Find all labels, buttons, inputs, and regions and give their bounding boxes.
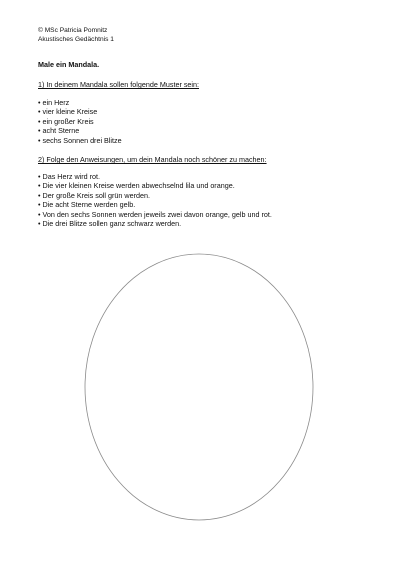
list-item: • ein Herz xyxy=(38,98,70,107)
list-item: • vier kleine Kreise xyxy=(38,107,98,117)
worksheet-subtitle: Akustisches Gedächtnis 1 xyxy=(38,35,114,43)
list-item: • Die vier kleinen Kreise werden abwechselnd lila und orange. xyxy=(38,181,235,191)
copyright-line: © MSc Patricia Pomnitz xyxy=(38,27,108,34)
list-item: • Von den sechs Sonnen werden jeweils zwei davon orange, gelb und rot. xyxy=(38,209,272,219)
section-2-heading: 2) Folge den Anweisungen, um dein Mandala noch schöner zu machen: xyxy=(38,155,267,164)
list-item: • ein großer Kreis xyxy=(38,116,94,126)
list-item: • Die drei Blitze sollen ganz schwarz werden. xyxy=(38,219,182,229)
list-item: • sechs Sonnen drei Blitze xyxy=(38,135,122,145)
list-item: • Das Herz wird rot. xyxy=(38,172,101,181)
list-item: • acht Sterne xyxy=(38,126,80,136)
worksheet-title: Male ein Mandala. xyxy=(38,60,100,69)
list-item: • Die acht Sterne werden gelb. xyxy=(38,200,136,210)
mandala-outline-circle xyxy=(85,254,313,520)
list-item: • Der große Kreis soll grün werden. xyxy=(38,190,150,200)
section-1-heading: 1) In deinem Mandala sollen folgende Muster sein: xyxy=(38,80,200,89)
